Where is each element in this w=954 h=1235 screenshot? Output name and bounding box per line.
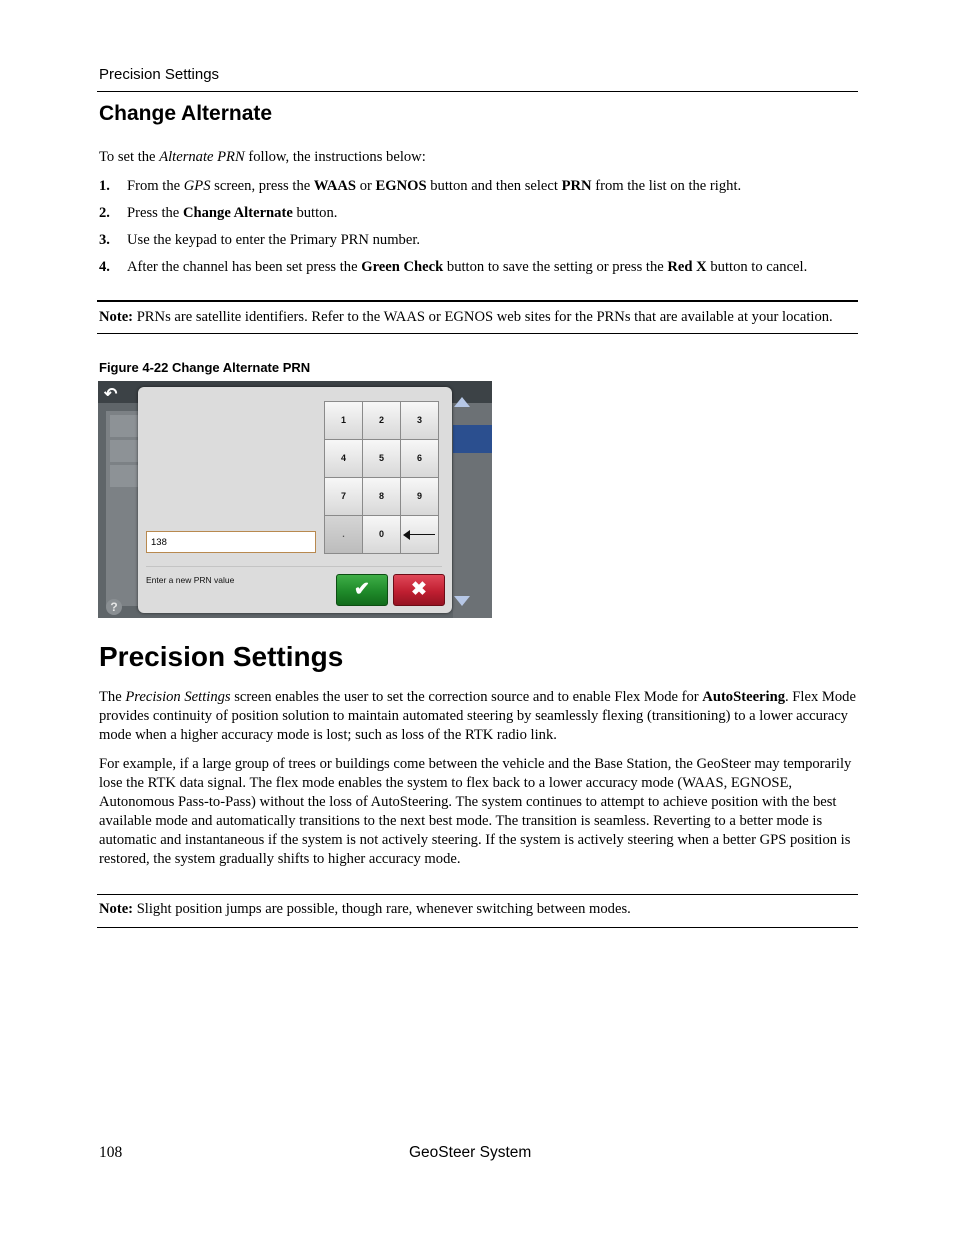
step-text: Press the Change Alternate button. xyxy=(127,205,338,221)
key-7[interactable]: 7 xyxy=(324,477,363,516)
key-2[interactable]: 2 xyxy=(362,401,401,440)
key-8[interactable]: 8 xyxy=(362,477,401,516)
prn-value-input[interactable]: 138 xyxy=(146,531,316,553)
step-number: 1. xyxy=(99,178,110,194)
header-rule xyxy=(97,91,858,92)
backspace-arrow-line xyxy=(405,534,435,535)
step-number: 4. xyxy=(99,259,110,275)
scroll-down-icon[interactable] xyxy=(454,596,470,606)
prn-entry-dialog xyxy=(138,387,452,613)
note-label: Note: xyxy=(99,901,134,917)
right-list-selected-item[interactable] xyxy=(453,425,492,453)
key-4[interactable]: 4 xyxy=(324,439,363,478)
page-number: 108 xyxy=(99,1144,123,1161)
step-text: After the channel has been set press the Green Check button to save the setting or press the Red X button to cancel. xyxy=(127,259,808,275)
scroll-up-icon[interactable] xyxy=(454,397,470,407)
note-bottom-rule xyxy=(97,927,858,928)
note-bottom-rule xyxy=(97,333,858,334)
green-check-button[interactable] xyxy=(336,574,388,606)
key-decimal: . xyxy=(324,515,363,554)
running-header: Precision Settings xyxy=(99,66,220,83)
prn-prompt-label: Enter a new PRN value xyxy=(146,575,235,585)
note-box xyxy=(99,901,859,918)
step-text: From the GPS screen, press the WAAS or EGNOS button and then select PRN from the list on the right. xyxy=(127,178,742,194)
note-label: Note: xyxy=(99,309,134,325)
help-icon[interactable]: ? xyxy=(106,599,122,615)
section-heading-precision-settings: Precision Settings xyxy=(99,641,344,672)
note-top-rule xyxy=(97,300,858,302)
check-icon: ✔ xyxy=(354,579,370,600)
key-1[interactable]: 1 xyxy=(324,401,363,440)
footer-title: GeoSteer System xyxy=(409,1144,532,1161)
note-text: PRNs are satellite identifiers. Refer to the WAAS or EGNOS web sites for the PRNs that are available at your location. xyxy=(133,309,833,325)
back-icon[interactable]: ↶ xyxy=(104,386,118,403)
key-9[interactable]: 9 xyxy=(400,477,439,516)
key-backspace[interactable] xyxy=(400,515,439,554)
dialog-divider xyxy=(146,566,442,567)
note-top-rule xyxy=(97,894,858,895)
key-3[interactable]: 3 xyxy=(400,401,439,440)
step-number: 2. xyxy=(99,205,110,221)
red-x-button[interactable] xyxy=(393,574,445,606)
intro-paragraph: To set the Alternate PRN follow, the instructions below: xyxy=(99,149,426,165)
note-box xyxy=(99,309,859,326)
numeric-keypad xyxy=(324,401,440,555)
note-text: Slight position jumps are possible, though rare, whenever switching between modes. xyxy=(133,901,631,917)
key-6[interactable]: 6 xyxy=(400,439,439,478)
precision-settings-paragraph-1: The Precision Settings screen enables the user to set the correction source and to enable Flex Mode for AutoSteering. Flex Mode provides continuity of position solution to maintain automated steering by seamlessly flexing (transitioning) to a lower accuracy mode when a higher accuracy mode is lost; such as loss of the RTK radio link. xyxy=(99,689,856,743)
figure-caption: Figure 4-22 Change Alternate PRN xyxy=(99,360,311,375)
key-5[interactable]: 5 xyxy=(362,439,401,478)
backspace-arrow-icon xyxy=(403,530,410,540)
precision-settings-paragraph-2: For example, if a large group of trees or buildings come between the vehicle and the Base Station, the GeoSteer may temporarily lose the RTK data signal. The flex mode enables the system to flex back to a lower accuracy mode (WAAS, EGNOSE, Autonomous Pass-to-Pass) without the loss of AutoSteering. The system continues to attempt to achieve position with the best available mode and automatically transitions to the next best mode. The transition is seamless. Reverting to a better mode is automatic and instantaneous if the system is not actively steering. If the system is actively steering when a better GPS position is restored, the system gradually shifts to higher accuracy mode. xyxy=(99,756,852,867)
close-icon: ✖ xyxy=(411,579,427,600)
figure-screenshot xyxy=(98,381,492,618)
section-heading-change-alternate: Change Alternate xyxy=(99,102,273,125)
key-0[interactable]: 0 xyxy=(362,515,401,554)
step-number: 3. xyxy=(99,232,110,248)
step-text: Use the keypad to enter the Primary PRN number. xyxy=(127,232,421,248)
